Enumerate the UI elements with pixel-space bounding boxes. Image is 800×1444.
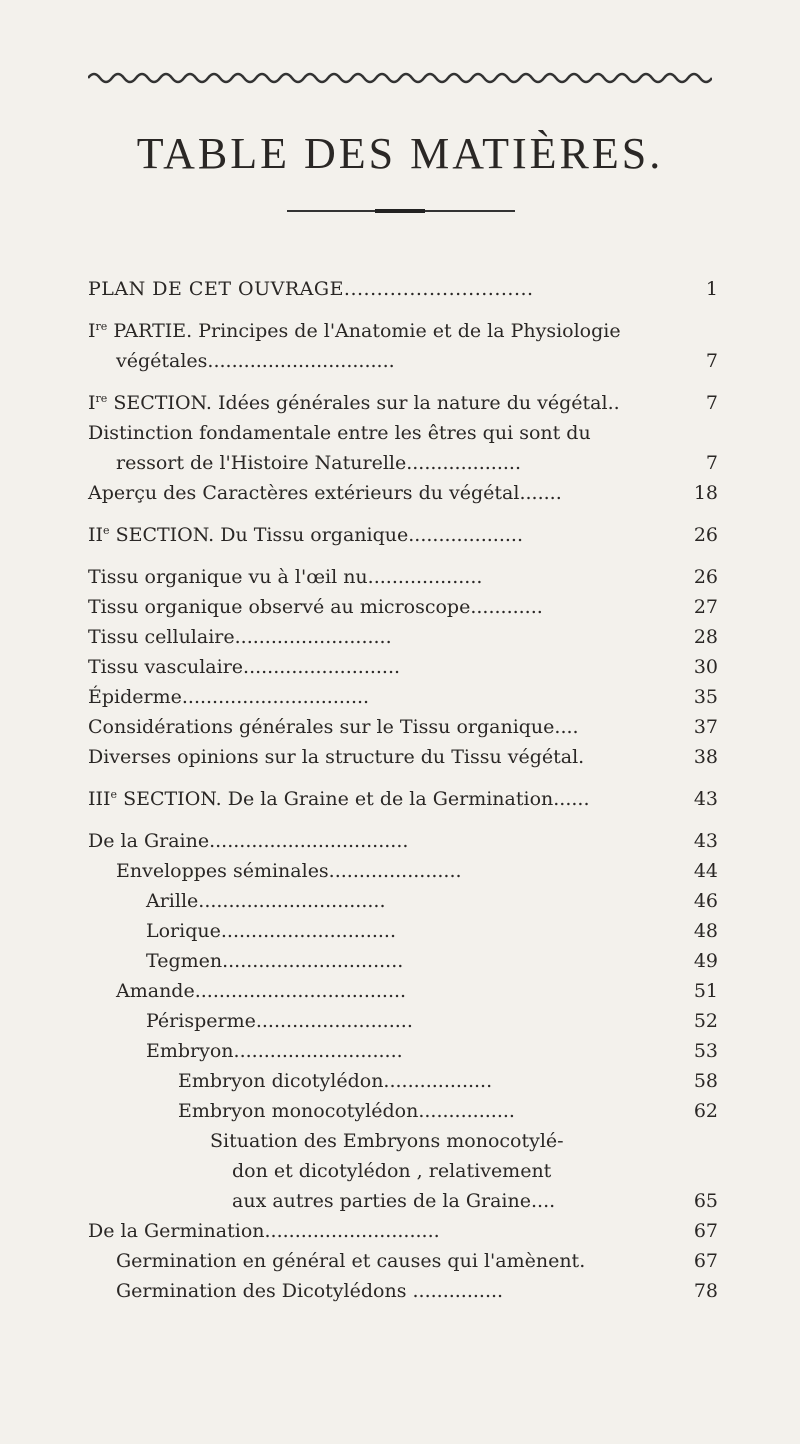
toc-entry[interactable] — [0, 976, 800, 1006]
toc-entry-label: Germination des Dicotylédons ............... — [116, 1280, 504, 1302]
toc-entry[interactable] — [0, 1186, 800, 1216]
toc-entry-page: 46 — [693, 890, 718, 912]
toc-entry-page: 67 — [693, 1250, 718, 1272]
toc-entry-page: 62 — [693, 1100, 718, 1122]
toc-entry-partie-1[interactable] — [0, 316, 800, 346]
toc-entry[interactable] — [0, 418, 800, 448]
toc-entry-page: 7 — [705, 452, 718, 474]
toc-entry-label: De la Graine................................. — [88, 830, 409, 852]
toc-entry[interactable] — [0, 1096, 800, 1126]
toc-entry[interactable] — [0, 712, 800, 742]
toc-entry-page: 26 — [693, 524, 718, 546]
toc-entry-label: don et dicotylédon , relativement — [232, 1160, 552, 1182]
toc-entry[interactable] — [0, 1036, 800, 1066]
toc-entry[interactable] — [0, 1246, 800, 1276]
toc-entry-label: Situation des Embryons monocotylé- — [210, 1130, 564, 1152]
toc-entry[interactable] — [0, 622, 800, 652]
toc-entry-label: PLAN DE CET OUVRAGE............................. — [88, 278, 534, 300]
toc-entry-page: 67 — [693, 1220, 718, 1242]
toc-entry[interactable] — [0, 1156, 800, 1186]
toc-entry-label: Tegmen.............................. — [146, 950, 404, 972]
toc-entry-page: 28 — [693, 626, 718, 648]
toc-entry[interactable] — [0, 1216, 800, 1246]
toc-entry[interactable] — [0, 1126, 800, 1156]
toc-entry-label: Tissu organique observé au microscope............ — [88, 596, 543, 618]
toc-entry-label: végétales............................... — [116, 350, 395, 372]
toc-entry-page: 18 — [693, 482, 718, 504]
toc-entry-partie-1-cont[interactable] — [0, 346, 800, 376]
toc-entry-label: aux autres parties de la Graine.... — [232, 1190, 556, 1212]
toc-entry-page: 30 — [693, 656, 718, 678]
toc-entry-label: Épiderme............................... — [88, 686, 370, 708]
toc-entry[interactable] — [0, 916, 800, 946]
toc-entry[interactable] — [0, 562, 800, 592]
toc-entry[interactable] — [0, 652, 800, 682]
toc-entry-page: 65 — [693, 1190, 718, 1212]
toc-entry-page: 35 — [693, 686, 718, 708]
toc-entry-label: Enveloppes séminales...................... — [116, 860, 462, 882]
toc-entry-label: ressort de l'Histoire Naturelle................... — [116, 452, 521, 474]
toc-entry[interactable] — [0, 448, 800, 478]
toc-entry-label: Ire PARTIE. Principes de l'Anatomie et de la Physiologie — [88, 320, 621, 342]
toc-entry-page: 7 — [705, 392, 718, 414]
toc-entry-page: 53 — [693, 1040, 718, 1062]
toc-entry-label: Distinction fondamentale entre les êtres qui sont du — [88, 422, 591, 444]
toc-entry-page: 7 — [705, 350, 718, 372]
toc-entry-label: Tissu organique vu à l'œil nu................... — [88, 566, 483, 588]
toc-entry-label: Considérations générales sur le Tissu organique.... — [88, 716, 579, 738]
toc-entry-page: 37 — [693, 716, 718, 738]
toc-entry[interactable] — [0, 946, 800, 976]
toc-entry-label: Aperçu des Caractères extérieurs du végétal....... — [88, 482, 562, 504]
toc-entry-label: Tissu vasculaire.......................... — [88, 656, 401, 678]
toc-entry-page: 44 — [693, 860, 718, 882]
toc-entry-label: Lorique............................. — [146, 920, 397, 942]
page-title: TABLE DES MATIÈRES. — [136, 129, 664, 178]
toc-entry-label: IIIe SECTION. De la Graine et de la Germination...... — [88, 788, 590, 810]
toc-entry-section-1[interactable] — [0, 388, 800, 418]
toc-entry-label: Amande................................... — [116, 980, 407, 1002]
toc-entry-label: De la Germination............................. — [88, 1220, 440, 1242]
toc-entry-page: 51 — [693, 980, 718, 1002]
toc-entry-page: 43 — [693, 830, 718, 852]
toc-entry[interactable] — [0, 1006, 800, 1036]
toc-entry-page: 26 — [693, 566, 718, 588]
toc-entry-label: IIe SECTION. Du Tissu organique................... — [88, 524, 523, 546]
toc-entry[interactable] — [0, 742, 800, 772]
toc-entry-label: Tissu cellulaire.......................... — [88, 626, 392, 648]
toc-entry-page: 38 — [693, 746, 718, 768]
toc-entry[interactable] — [0, 1276, 800, 1306]
toc-entry-label: Germination en général et causes qui l'amènent. — [116, 1250, 586, 1272]
toc-entry[interactable] — [0, 856, 800, 886]
toc-entry-page: 78 — [693, 1280, 718, 1302]
toc-entry-page: 1 — [705, 278, 718, 300]
toc-entry[interactable] — [0, 886, 800, 916]
toc-entry-page: 52 — [693, 1010, 718, 1032]
toc-entry-label: Embryon............................ — [146, 1040, 403, 1062]
toc-entry-plan[interactable] — [0, 274, 800, 304]
toc-entry-label: Périsperme.......................... — [146, 1010, 413, 1032]
toc-entry[interactable] — [0, 826, 800, 856]
toc-entry[interactable] — [0, 592, 800, 622]
toc-entry-page: 27 — [693, 596, 718, 618]
toc-entry[interactable] — [0, 1066, 800, 1096]
toc-entry-page: 43 — [693, 788, 718, 810]
toc-entry-label: Embryon monocotylédon................ — [178, 1100, 515, 1122]
toc-entry-page: 49 — [693, 950, 718, 972]
toc-entry-label: Arille............................... — [146, 890, 386, 912]
toc-entry[interactable] — [0, 682, 800, 712]
toc-entry-section-2[interactable] — [0, 520, 800, 550]
toc-entry-page: 58 — [693, 1070, 718, 1092]
toc-entry-label: Diverses opinions sur la structure du Tissu végétal. — [88, 746, 585, 768]
toc-entry-section-3[interactable] — [0, 784, 800, 814]
toc-entry-label: Ire SECTION. Idées générales sur la nature du végétal.. — [88, 392, 620, 414]
toc-entry[interactable] — [0, 478, 800, 508]
toc-entry-page: 48 — [693, 920, 718, 942]
toc-entry-label: Embryon dicotylédon.................. — [178, 1070, 493, 1092]
